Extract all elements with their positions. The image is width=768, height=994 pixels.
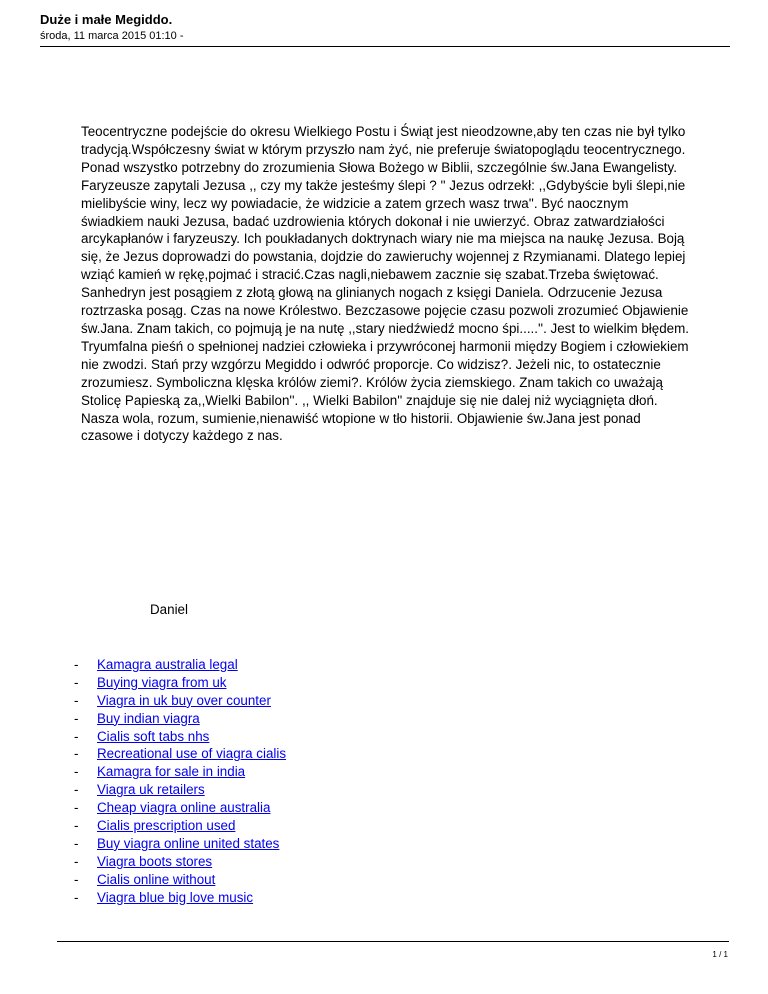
list-bullet-dash: - [74, 728, 79, 744]
article-text: Teocentryczne podejście do okresu Wielkiego Postu i Świąt jest nieodzowne,aby ten czas nie był tylko tradycją.Współczesny świat w którym przyszło nam żyć, nie preferuje światopoglądu teocentrycznego. Ponad wszystko potrzebny do zrozumienia Słowa Bożego w Biblii, szczególnie św.Jana Ewangelisty. Faryzeusze zapytali Jezusa ,, czy my także jesteśmy ślepi ? '' Jezus odrzekł: ,,Gdybyście byli ślepi,nie mielibyście winy, lecz wy powiadacie, że widzicie a zatem grzech wasz trwa''. Być naocznym świadkiem nauki Jezusa, badać uzdrowienia których dokonał i nie uwierzyć. Obraz zatwardziałości arcykapłanów i faryzeuszy. Ich poukładanych doktrynach wiary nie ma miejsca na naukę Jezusa. Boją się, że Jezus doprowadzi do powstania, dojdzie do zawieruchy wojennej z Rzymianami. Dlatego lepiej wziąć kamień w rękę,pojmać i stracić.Czas nagli,niebawem zacznie się szabat.Trzeba świętować. Sanhedryn jest posągiem z złotą głową na glinianych nogach z księgi Daniela. Odrzucenie Jezusa roztrzaska posąg. Czas na nowe Królestwo. Bezczasowe pojęcie czasu pozwoli zrozumieć Objawienie św.Jana. Znam takich, co pojmują je na nutę ,,stary niedźwiedź mocno śpi.....''. Jest to wielkim błędem. Tryumfalna pieśń o spełnionej nadziei człowieka i przywróconej harmonii między Bogiem i człowiekiem nie zwodzi. Stań przy wzgórzu Megiddo i odwróć proporcje. Co widzisz?. Jeżeli nic, to ostatecznie zrozumiesz. Symboliczna klęska królów ziemi?. Królów życia ziemskiego. Znam takich co uważają Stolicę Papieską za,,Wielki Babilon''. ,, Wielki Babilon'' znajduje się nie dalej niż wyciągnięta dłoń. Nasza wola, rozum, sumienie,nienawiść wtopione w tło historii. Objawienie św.Jana jest ponad czasowe i dotyczy każdego z nas. [81, 124, 689, 444]
link-list-item [74, 817, 286, 835]
related-link[interactable]: Kamagra for sale in india [97, 764, 246, 780]
page-number: 1 / 1 [712, 950, 728, 959]
list-bullet-dash: - [74, 764, 79, 780]
list-bullet-dash: - [74, 782, 79, 798]
document-date: środa, 11 marca 2015 01:10 - [40, 30, 184, 42]
related-link[interactable]: Buy indian viagra [97, 710, 200, 726]
link-list-item [74, 763, 286, 781]
list-bullet-dash: - [74, 692, 79, 708]
list-bullet-dash: - [74, 835, 79, 851]
related-link[interactable]: Viagra blue big love music [97, 889, 254, 905]
list-bullet-dash: - [74, 889, 79, 905]
list-bullet-dash: - [74, 818, 79, 834]
related-link[interactable]: Cheap viagra online australia [97, 800, 271, 816]
related-links-list [74, 656, 286, 906]
document-title: Duże i małe Megiddo. [40, 12, 173, 27]
author-signature: Daniel [150, 602, 188, 617]
header-divider [40, 46, 730, 47]
related-link[interactable]: Buying viagra from uk [97, 674, 227, 690]
link-list-item [74, 871, 286, 889]
related-link[interactable]: Viagra boots stores [97, 853, 213, 869]
link-list-item [74, 781, 286, 799]
link-list-item [74, 728, 286, 746]
link-list-item [74, 674, 286, 692]
list-bullet-dash: - [74, 871, 79, 887]
link-list-item [74, 692, 286, 710]
list-bullet-dash: - [74, 657, 79, 672]
related-link[interactable]: Cialis online without [97, 871, 216, 887]
list-bullet-dash: - [74, 710, 79, 726]
list-bullet-dash: - [74, 674, 79, 690]
related-link[interactable]: Viagra uk retailers [97, 782, 205, 798]
footer-divider [57, 941, 729, 942]
list-bullet-dash: - [74, 746, 79, 762]
link-list-item [74, 745, 286, 763]
related-link[interactable]: Kamagra australia legal [97, 657, 238, 672]
link-list-item [74, 835, 286, 853]
link-list-item [74, 710, 286, 728]
related-link[interactable]: Viagra in uk buy over counter [97, 692, 271, 708]
article-body [81, 123, 693, 445]
list-bullet-dash: - [74, 853, 79, 869]
link-list-item [74, 799, 286, 817]
related-link[interactable]: Buy viagra online united states [97, 835, 280, 851]
link-list-item [74, 656, 286, 674]
page-header [40, 12, 730, 43]
related-link[interactable]: Cialis soft tabs nhs [97, 728, 210, 744]
link-list-item [74, 889, 286, 907]
link-list-item [74, 853, 286, 871]
list-bullet-dash: - [74, 800, 79, 816]
related-link[interactable]: Recreational use of viagra cialis [97, 746, 287, 762]
related-link[interactable]: Cialis prescription used [97, 818, 236, 834]
